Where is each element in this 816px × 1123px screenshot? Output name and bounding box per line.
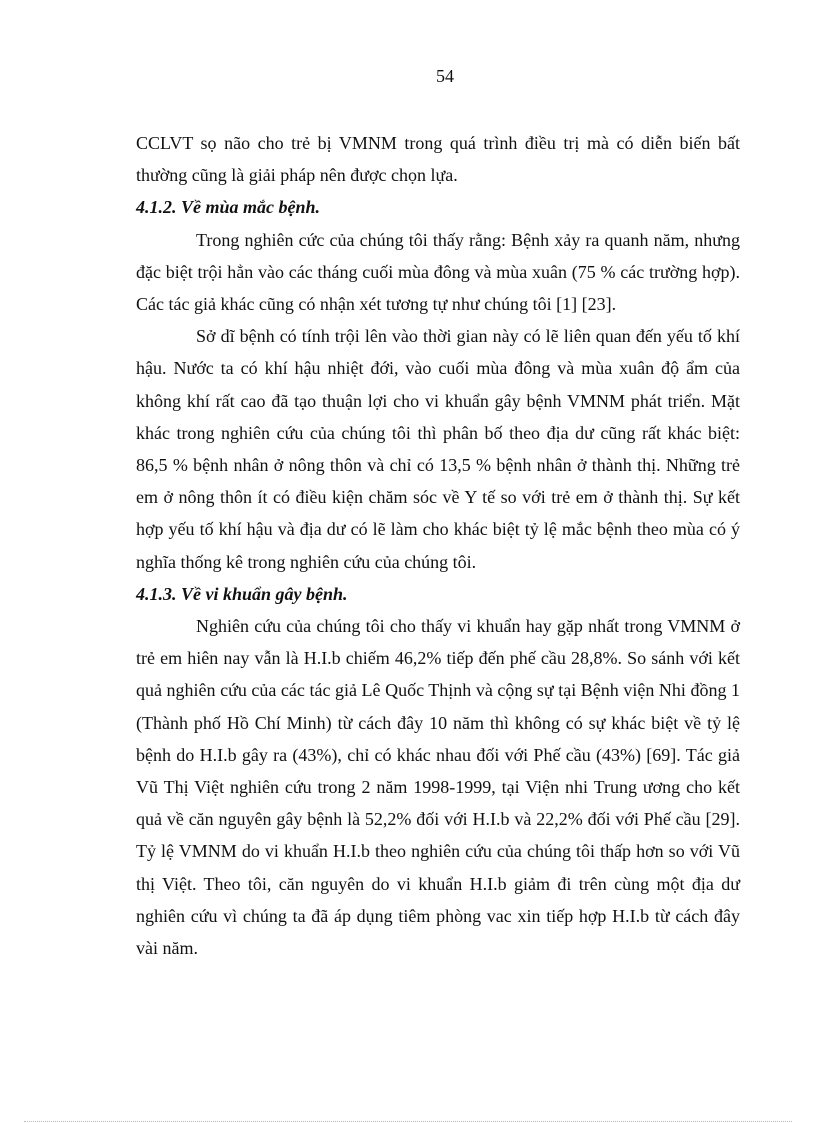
section-heading-4-1-2: 4.1.2. Về mùa mắc bệnh. — [136, 197, 321, 218]
paragraph-bacteria: Nghiên cứu của chúng tôi cho thấy vi khuẩn hay gặp nhất trong VMNM ở trẻ em hiên nay vẫn là H.I.b chiếm 46,2% tiếp đến phế cầu 28,8%. So sánh với kết quả nghiên cứu của các tác giả Lê Quốc Thịnh và cộng sự tại Bệnh viện Nhi đồng 1 (Thành phố Hồ Chí Minh) từ cách đây 10 năm thì không có sự khác biệt về tỷ lệ bệnh do H.I.b gây ra (43%), chỉ có khác nhau đối với Phế cầu (43%) [69]. Tác giả Vũ Thị Việt nghiên cứu trong 2 năm 1998-1999, tại Viện nhi Trung ương cho kết quả về căn nguyên gây bệnh là 52,2% đối với H.I.b và 22,2% đối với Phế cầu [29]. Tỷ lệ VMNM do vi khuẩn H.I.b theo nghiên cứu của chúng tôi thấp hơn so với Vũ thị Việt. Theo tôi, căn nguyên do vi khuẩn H.I.b giảm đi trên cùng một địa dư nghiên cứu vì chúng ta đã áp dụng tiêm phòng vac xin tiếp hợp H.I.b từ cách đây vài năm. — [136, 616, 740, 959]
page-number: 54 — [436, 66, 454, 86]
paragraph-season: Trong nghiên cức của chúng tôi thấy rằng: Bệnh xảy ra quanh năm, nhưng đặc biệt trội hẳn vào các tháng cuối mùa đông và mùa xuân (75 % các trường hợp). Các tác giả khác cũng có nhận xét tương tự như chúng tôi [1] [23]. — [136, 229, 740, 315]
page-bottom-rule — [24, 1121, 792, 1122]
section-heading-4-1-3: 4.1.3. Về vi khuẩn gây bệnh. — [136, 583, 348, 604]
paragraph-climate: Sở dĩ bệnh có tính trội lên vào thời gian này có lẽ liên quan đến yếu tố khí hậu. Nước ta có khí hậu nhiệt đới, vào cuối mùa đông và mùa xuân độ ẩm của không khí rất cao đã tạo thuận lợi cho vi khuẩn gây bệnh VMNM phát triển. Mặt khác trong nghiên cứu của chúng tôi thì phân bố theo địa dư cũng rất khác biệt: 86,5 % bệnh nhân ở nông thôn và chỉ có 13,5 % bệnh nhân ở thành thị. Những trẻ em ở nông thôn ít có điều kiện chăm sóc về Y tế so với trẻ em ở thành thị. Sự kết hợp yếu tố khí hậu và địa dư có lẽ làm cho khác biệt tỷ lệ mắc bệnh theo mùa có ý nghĩa thống kê trong nghiên cứu của chúng tôi. — [136, 326, 740, 572]
document-body — [136, 127, 740, 964]
paragraph-continued: CCLVT sọ não cho trẻ bị VMNM trong quá trình điều trị mà có diễn biến bất thường cũng là giải pháp nên được chọn lựa. — [136, 133, 740, 186]
